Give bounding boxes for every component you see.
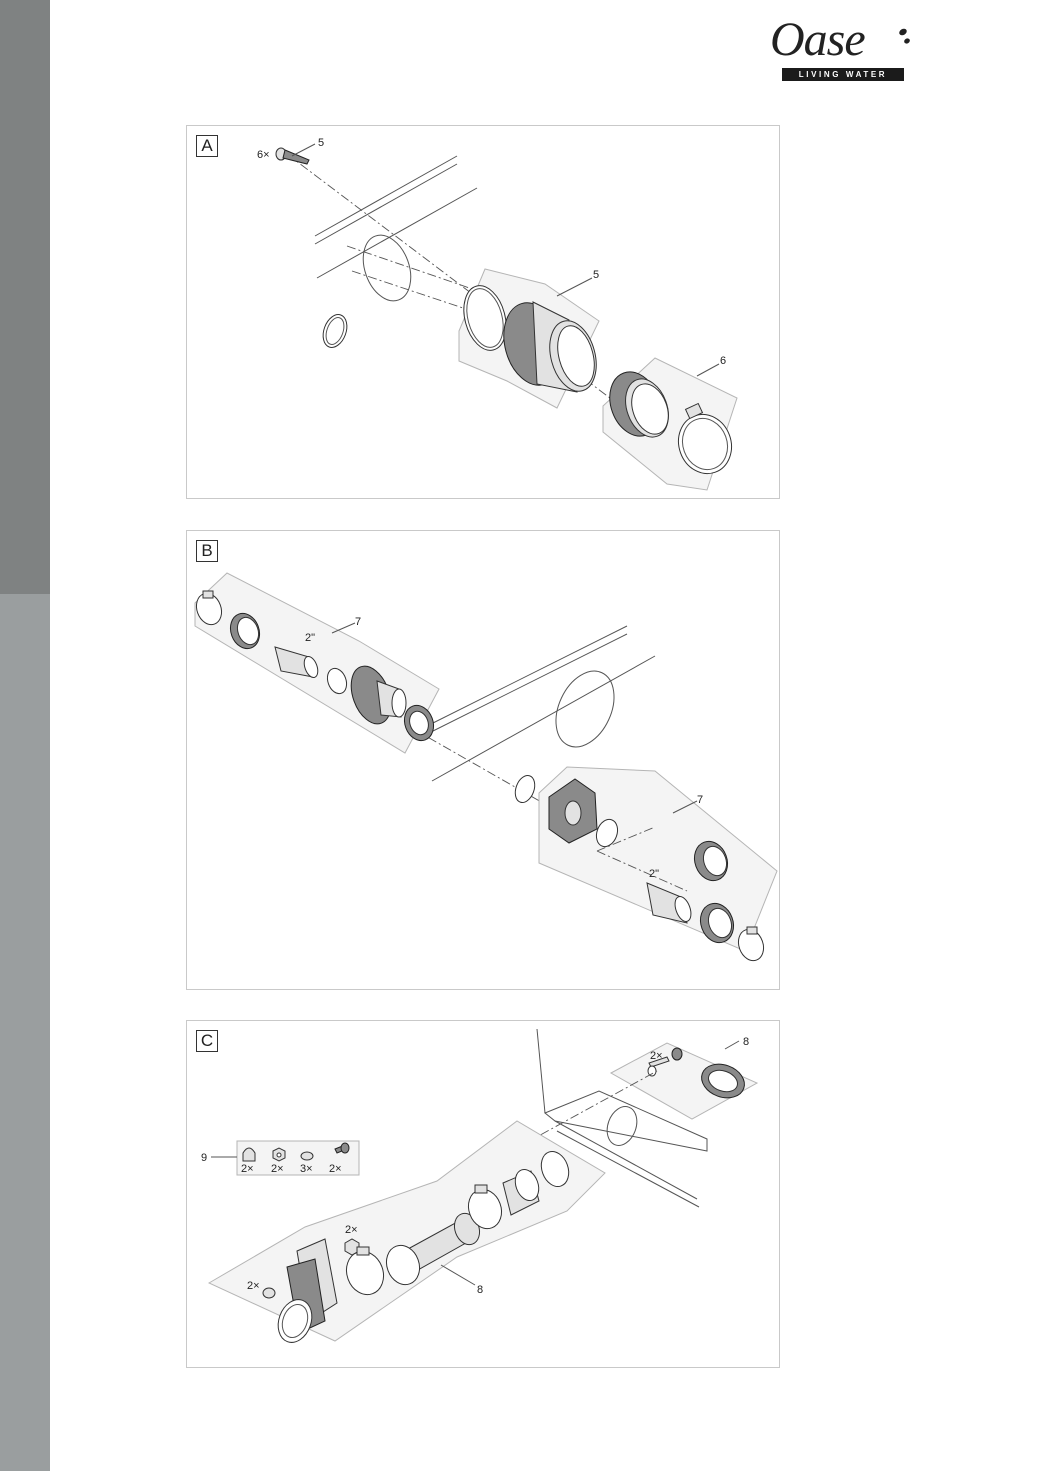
logo-word: Oase — [770, 13, 865, 66]
panel-a-drawing — [187, 126, 781, 500]
tank-edge-line — [537, 1029, 545, 1113]
washer-icon — [648, 1066, 656, 1076]
logo-tagline: LIVING WATER — [782, 68, 904, 81]
panel-c — [186, 1020, 780, 1368]
wall-edge-line — [427, 634, 627, 734]
callout-number: 5 — [318, 137, 325, 149]
panel-letter: A — [196, 135, 218, 157]
panel-c-drawing — [187, 1021, 781, 1369]
panel-letter: C — [196, 1030, 218, 1052]
wall-cutout — [602, 1102, 642, 1149]
callout-number: 7 — [355, 616, 362, 628]
callout-number: 7 — [697, 794, 704, 806]
wall-edge-line — [432, 656, 655, 781]
gasket-ring — [319, 311, 351, 350]
qty-label: 2× — [247, 1280, 260, 1292]
part-group-7 — [195, 573, 439, 753]
panel-b-drawing — [187, 531, 781, 991]
wall-cutout — [355, 229, 420, 308]
washer-icon — [301, 1152, 313, 1160]
gasket-ring — [512, 773, 538, 805]
panel-letter: B — [196, 540, 218, 562]
panel-b — [186, 530, 780, 990]
wall-edge-line — [427, 626, 627, 726]
brand-logo — [766, 13, 912, 84]
size-label: 2" — [649, 868, 660, 880]
cap-nut-icon — [243, 1148, 255, 1161]
logo-drops-icon — [894, 24, 914, 50]
qty-label: 2× — [345, 1224, 358, 1236]
panel-a — [186, 125, 780, 499]
sidebar-dark-band — [0, 0, 50, 594]
callout-number: 5 — [593, 269, 600, 281]
qty-label: 2× — [650, 1050, 663, 1062]
wall-edge-line — [315, 164, 457, 244]
qty-label: 2× — [329, 1163, 342, 1175]
cap-nut-icon — [263, 1288, 275, 1298]
wall-edge-line — [315, 156, 457, 236]
callout-number: 9 — [201, 1152, 208, 1164]
wall-edge-line — [317, 188, 477, 278]
hex-nut-icon — [273, 1148, 285, 1161]
qty-label: 6× — [257, 149, 270, 161]
sidebar-light-band — [0, 594, 50, 1471]
callout-number: 8 — [477, 1284, 484, 1296]
callout-number: 8 — [743, 1036, 750, 1048]
qty-label: 3× — [300, 1163, 313, 1175]
assembly-axis-line — [287, 154, 647, 426]
size-label: 2" — [305, 632, 316, 644]
qty-label: 2× — [271, 1163, 284, 1175]
wall-cutout — [545, 662, 626, 756]
callout-number: 6 — [720, 355, 727, 367]
qty-label: 2× — [241, 1163, 254, 1175]
